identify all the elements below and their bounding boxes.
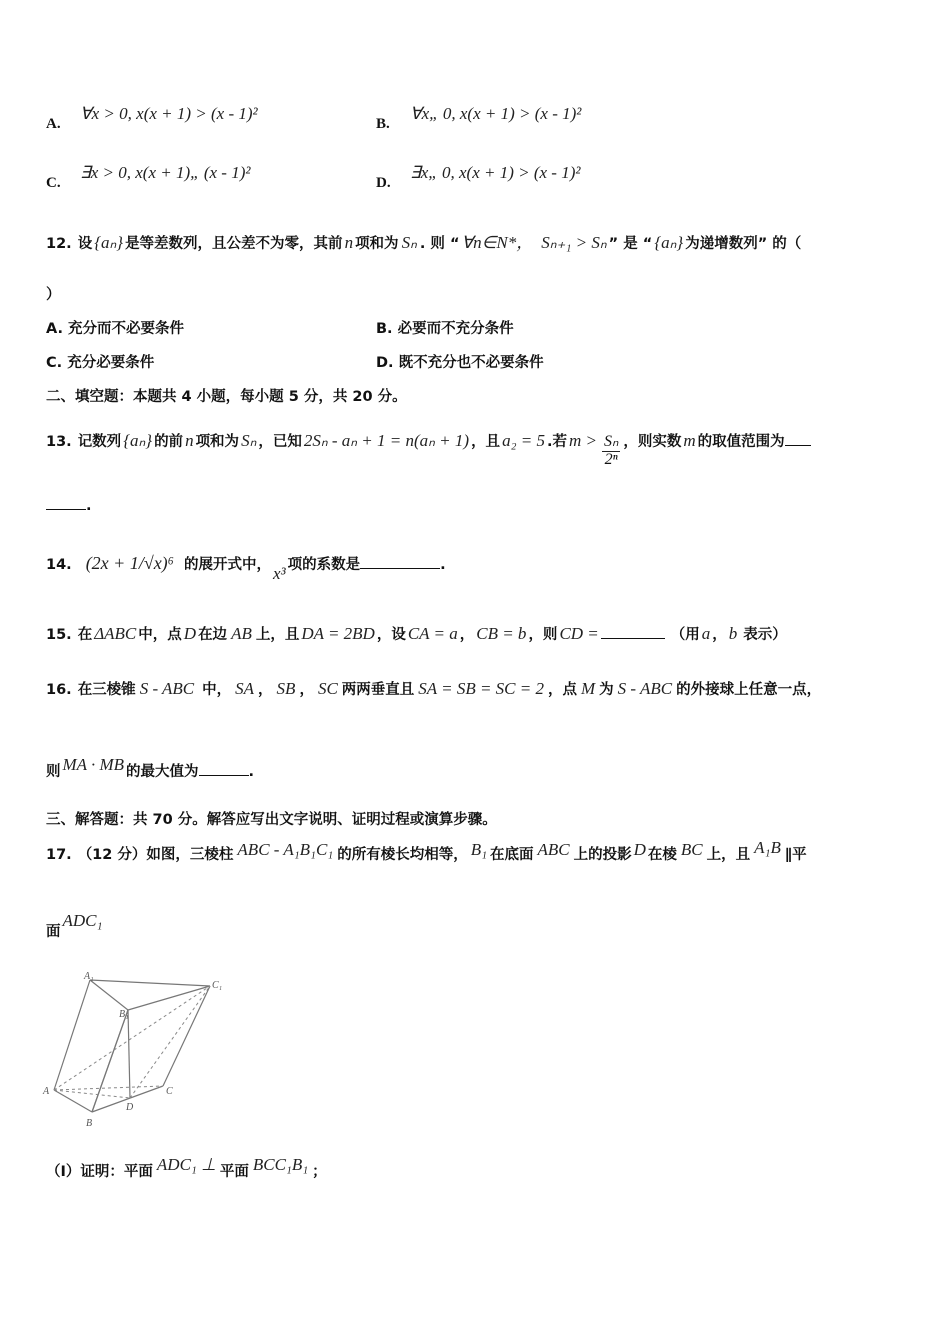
q13-text-5: ，且 [471, 434, 501, 450]
q17-text-1: （12 分）如图，三棱柱 [77, 847, 234, 863]
q16-text-5: 两两垂直且 [341, 682, 415, 698]
q16-math-6: M [581, 679, 596, 698]
q17-math-5: BC [680, 840, 703, 859]
q14-text-2: 项的系数是 [287, 557, 361, 573]
q13-math-1: {aₙ} [123, 431, 153, 450]
edge-a1-b1 [90, 980, 128, 1010]
q13-stem [46, 430, 811, 469]
q16-text-10: 的最大值为 [126, 764, 199, 780]
q15-math-6: CB = b [476, 624, 527, 643]
q13-number: 13. [46, 434, 72, 450]
q13-text-2: 的前 [154, 434, 184, 450]
q14-math-1: (2x + 1/√x)⁶ [85, 553, 174, 573]
q16-text-3: ， [258, 682, 273, 698]
q12-text-4: . 则 “ [419, 236, 460, 252]
q16-math-7: S - ABC [617, 679, 673, 698]
q12-math-3: Sₙ [401, 233, 417, 252]
section-solution-heading: 三、解答题：共 70 分。解答应写出文字说明、证明过程或演算步骤。 [46, 812, 497, 828]
q13-math-4: 2Sₙ - aₙ + 1 = n(aₙ + 1) [303, 431, 470, 450]
q13-math-2: n [185, 431, 194, 450]
q15-text-8: （用 [670, 627, 700, 643]
q15-math-1: ΔABC [94, 624, 137, 643]
q16-text-1: 在三棱锥 [77, 682, 136, 698]
edge-b1-d [128, 1010, 130, 1098]
q16-text-6: ，点 [548, 682, 577, 698]
q15-text-10: 表示） [743, 627, 787, 643]
q16-answer-blank[interactable] [199, 763, 249, 776]
q15-math-9: b [728, 624, 738, 643]
q12-text-3: 项和为 [355, 236, 399, 252]
q13-math-5: a₂ = 5 [502, 431, 545, 450]
q11-option-c-math: ∃x > 0, x(x + 1)„ (x - 1)² [80, 163, 251, 182]
q12-math-5: Sₙ₊₁ > Sₙ [541, 233, 607, 252]
q17-part1 [46, 1155, 327, 1181]
q15-text-7: ，则 [528, 627, 558, 643]
edge-a1-a [54, 980, 90, 1090]
q13-fraction-denominator: 2ⁿ [604, 450, 618, 468]
q17-text-5: 在棱 [647, 847, 677, 863]
hidden-edge-a-c [54, 1086, 163, 1090]
q13-text-6: .若 [546, 434, 567, 450]
q17-math-7: ADC₁ [62, 911, 103, 930]
q17-text-6: 上，且 [706, 847, 751, 863]
q11-option-d-label: D. [376, 175, 391, 191]
q13-fraction [602, 434, 620, 469]
q11-option-c-label: C. [46, 175, 61, 191]
q16-math-4: SC [317, 679, 338, 698]
q13-math-7: m [683, 431, 696, 450]
q16-stem [46, 678, 821, 699]
hidden-edge-d-c1 [130, 986, 210, 1098]
q15-math-8: a [701, 624, 711, 643]
q14-math-2: x³ [272, 564, 286, 583]
q16-text-2: 中， [202, 682, 232, 698]
label-b: B [86, 1118, 93, 1129]
q16-text-8: 的外接球上任意一点， [676, 682, 822, 698]
q15-math-7: CD = [559, 624, 599, 643]
section-fill-in-heading: 二、填空题：本题共 4 小题，每小题 5 分，共 20 分。 [46, 389, 407, 405]
q13-answer-blank-2[interactable] [46, 497, 86, 510]
q13-text-4: ，已知 [258, 434, 302, 450]
q16-text-7: 为 [599, 682, 614, 698]
q16-math-1: S - ABC [139, 679, 195, 698]
q17-math-3: ABC [537, 840, 570, 859]
q15-math-2: D [183, 624, 197, 643]
q17-part1-math-2: BCC₁B₁ [252, 1155, 309, 1174]
edge-b1-b-inner [92, 1010, 128, 1112]
q15-math-4: DA = 2BD [301, 624, 375, 643]
q17-part1-math-1: ADC₁ ⊥ [156, 1155, 216, 1174]
q13-answer-blank-1[interactable] [785, 433, 811, 446]
q17-number: 17. [46, 847, 72, 863]
q11-option-b-label: B. [376, 116, 390, 132]
q17-text-4: 上的投影 [573, 847, 632, 863]
q12-text-2: 是等差数列，且公差不为零，其前 [125, 236, 343, 252]
q12-math-1: {aₙ} [94, 233, 124, 252]
q16-text-4: ， [299, 682, 314, 698]
q12-text-6: 为递增数列” 的（ [685, 236, 802, 252]
label-a1: A₁ [84, 971, 94, 982]
q13-math-6: m > [568, 431, 597, 450]
q15-text-1: 在 [77, 627, 93, 643]
q17-stem [46, 838, 807, 864]
q12-math-4: ∀n∈N*， [461, 233, 534, 252]
q13-text-3: 项和为 [195, 434, 240, 450]
q12-math-2: n [344, 233, 354, 252]
q15-text-6: ， [459, 627, 475, 643]
q16-math-8: MA · MB [62, 755, 125, 774]
label-a: A [43, 1086, 50, 1097]
q15-math-5: CA = a [407, 624, 458, 643]
q12-option-d: D. 既不充分也不必要条件 [376, 355, 544, 371]
q16-period: . [248, 764, 255, 780]
q17-continuation [46, 911, 104, 940]
q14-text-1: 的展开式中， [183, 557, 271, 573]
q17-part1-text-3: ； [312, 1164, 327, 1180]
q11-option-a-math: ∀x > 0, x(x + 1) > (x - 1)² [80, 104, 258, 123]
q15-text-5: ，设 [376, 627, 406, 643]
label-b1: B₁ [119, 1009, 129, 1020]
q17-math-1: ABC - A₁B₁C₁ [237, 840, 334, 859]
q13-text-1: 记数列 [77, 434, 122, 450]
edge-a1-c1 [90, 980, 210, 986]
q13-continuation [46, 497, 92, 514]
q17-text-7: ∥平 [784, 847, 807, 863]
q14-answer-blank[interactable] [360, 556, 440, 569]
edge-b1-c1 [128, 986, 210, 1010]
q14-number: 14. [46, 557, 72, 573]
q12-option-a: A. 充分而不必要条件 [46, 321, 185, 337]
q12-option-c: C. 充分必要条件 [46, 355, 155, 371]
q13-math-3: Sₙ [241, 431, 257, 450]
q17-prism-figure [40, 970, 230, 1135]
q15-text-3: 在边 [198, 627, 228, 643]
q13-fraction-numerator: Sₙ [603, 433, 619, 450]
q15-text-9: ， [712, 627, 727, 643]
q12-number: 12. [46, 236, 72, 252]
q15-answer-blank[interactable] [601, 626, 665, 639]
q12-text-5: ” 是 “ [608, 236, 653, 252]
edge-c1-c [163, 986, 210, 1086]
q17-part1-text-1: （Ⅰ）证明：平面 [46, 1164, 153, 1180]
q14-stem [46, 553, 446, 583]
q12-paren-close: ） [46, 287, 61, 303]
hidden-edge-a-c1 [54, 986, 210, 1090]
q16-text-9: 则 [46, 764, 61, 780]
q17-text-8: 面 [46, 924, 61, 940]
q12-option-b: B. 必要而不充分条件 [376, 321, 514, 337]
q16-math-5: SA = SB = SC = 2 [418, 679, 544, 698]
q15-text-4: 上，且 [255, 627, 300, 643]
q16-math-3: SB [276, 679, 296, 698]
q15-number: 15. [46, 627, 72, 643]
q14-period: . [440, 557, 446, 573]
q17-math-2: B₁ [470, 840, 488, 859]
q11-option-b-math: ∀x„ 0, x(x + 1) > (x - 1)² [410, 104, 582, 123]
q16-number: 16. [46, 682, 72, 698]
q13-text-8: 的取值范围为 [697, 434, 785, 450]
q16-continuation [46, 755, 255, 781]
q11-option-d-math: ∃x„ 0, x(x + 1) > (x - 1)² [410, 163, 581, 182]
q12-text-1: 设 [77, 236, 93, 252]
label-c: C [166, 1086, 173, 1097]
q12-math-6: {aₙ} [654, 233, 684, 252]
q15-text-2: 中，点 [138, 627, 182, 643]
q16-math-2: SA [235, 679, 255, 698]
label-c1: C₁ [212, 980, 223, 991]
q17-text-2: 的所有棱长均相等， [337, 847, 468, 863]
q17-math-6: A₁B [754, 838, 781, 857]
q17-text-3: 在底面 [490, 847, 534, 863]
q17-math-4: D [633, 840, 646, 859]
q15-math-3: AB [231, 624, 252, 643]
q12-stem [46, 228, 801, 253]
q13-period: . [86, 498, 92, 514]
q13-text-7: ，则实数 [623, 434, 682, 450]
q11-option-a-label: A. [46, 116, 61, 132]
label-d: D [126, 1102, 134, 1113]
q15-stem [46, 623, 787, 644]
q17-part1-text-2: 平面 [219, 1164, 249, 1180]
